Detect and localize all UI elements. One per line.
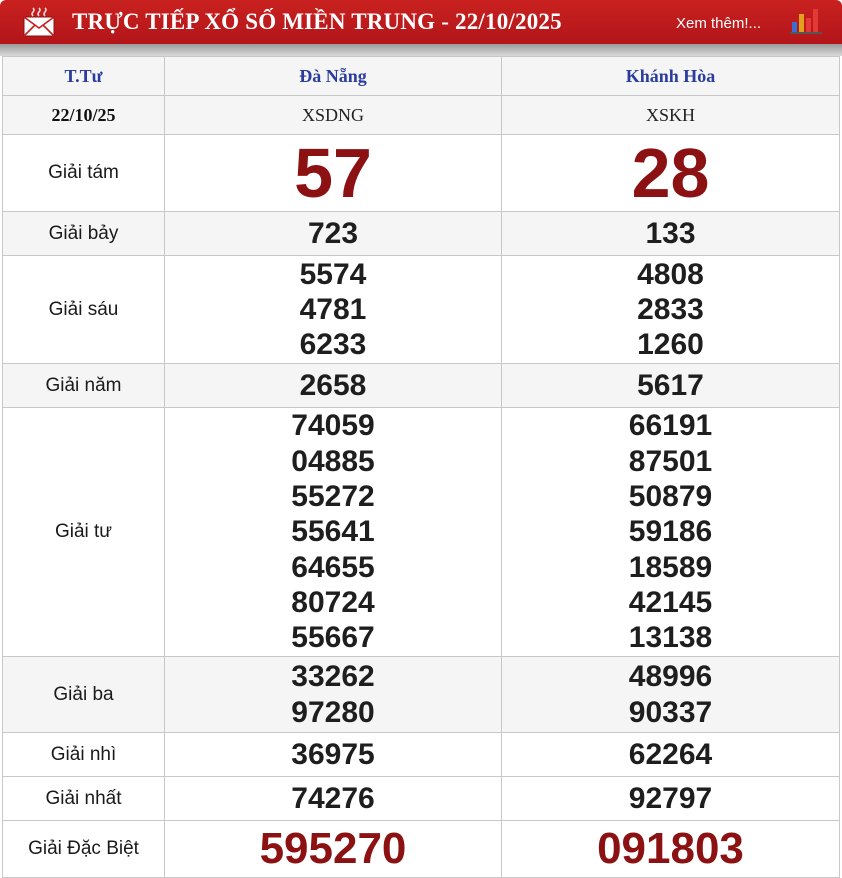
prize-number: 62264	[628, 737, 713, 771]
prize-label: Giải bảy	[3, 212, 165, 256]
prize-number: 4781	[299, 292, 367, 326]
prize-number: 595270	[259, 824, 407, 873]
prize-cell	[165, 212, 502, 256]
day-of-week: T.Tư	[3, 57, 165, 96]
prize-cell	[502, 408, 840, 657]
prize-number: 55667	[291, 621, 375, 655]
prize-cell	[502, 364, 840, 408]
prize-number: 133	[645, 216, 696, 250]
prize-label: Giải sáu	[3, 256, 165, 364]
header-bar	[0, 0, 842, 44]
prize-number: 36975	[291, 737, 375, 771]
prize-cell	[165, 135, 502, 212]
prize-cell	[165, 657, 502, 733]
prize-number: 97280	[291, 695, 375, 729]
prize-number: 33262	[291, 660, 375, 694]
prize-number: 50879	[628, 480, 713, 514]
prize-number: 57	[294, 134, 372, 212]
prize-number: 55272	[291, 480, 375, 514]
page-title: TRỰC TIẾP XỔ SỐ MIỀN TRUNG - 22/10/2025	[72, 9, 562, 34]
prize-number: 55641	[291, 515, 375, 549]
prize-6-row	[3, 256, 840, 364]
prize-number: 4808	[637, 257, 704, 291]
prize-cell	[502, 777, 840, 821]
prize-label: Giải năm	[3, 364, 165, 408]
header-shadow	[0, 44, 842, 56]
prize-label: Giải tám	[3, 135, 165, 212]
prize-number: 28	[631, 134, 710, 212]
prize-cell	[165, 821, 502, 878]
prize-number: 04885	[291, 444, 375, 478]
prize-number: 64655	[291, 550, 375, 584]
prize-cell	[165, 364, 502, 408]
prize-2-row	[3, 733, 840, 777]
prize-cell	[502, 821, 840, 878]
prize-cell	[165, 733, 502, 777]
draw-date: 22/10/25	[3, 96, 165, 135]
prize-label: Giải Đặc Biệt	[3, 821, 165, 878]
prize-number: 92797	[628, 781, 713, 815]
prize-number: 5574	[299, 257, 367, 291]
prize-number: 2833	[637, 292, 704, 326]
prize-number: 2658	[299, 368, 367, 402]
prize-number: 74276	[291, 781, 375, 815]
prize-label: Giải tư	[3, 408, 165, 657]
prize-number: 5617	[637, 368, 704, 402]
prize-number: 42145	[628, 585, 713, 619]
prize-number: 1260	[637, 328, 704, 362]
prize-number: 74059	[291, 409, 375, 443]
province-name[interactable]: Khánh Hòa	[502, 57, 840, 96]
prize-7-row	[3, 212, 840, 256]
bar-chart-icon[interactable]	[790, 6, 822, 34]
prize-8-row	[3, 135, 840, 212]
prize-cell	[502, 135, 840, 212]
code-row	[3, 96, 840, 135]
prize-cell	[165, 777, 502, 821]
prize-number: 6233	[299, 328, 367, 362]
province-header-row	[3, 57, 840, 96]
prize-cell	[502, 733, 840, 777]
special-prize-row	[3, 821, 840, 878]
prize-number: 723	[307, 216, 359, 250]
prize-number: 80724	[291, 585, 375, 619]
prize-label: Giải ba	[3, 657, 165, 733]
province-name[interactable]: Đà Nẵng	[165, 57, 502, 96]
prize-cell	[502, 212, 840, 256]
prize-label: Giải nhì	[3, 733, 165, 777]
prize-number: 59186	[628, 515, 713, 549]
prize-cell	[165, 408, 502, 657]
prize-cell	[502, 256, 840, 364]
prize-number: 90337	[628, 695, 713, 729]
prize-4-row	[3, 408, 840, 657]
mail-icon	[22, 6, 56, 38]
prize-3-row	[3, 657, 840, 733]
prize-number: 13138	[628, 621, 713, 655]
prize-label: Giải nhất	[3, 777, 165, 821]
prize-number: 18589	[628, 550, 713, 584]
prize-number: 66191	[628, 409, 713, 443]
lottery-code: XSKH	[502, 96, 840, 135]
prize-number: 48996	[628, 660, 713, 694]
prize-cell	[165, 256, 502, 364]
prize-number: 091803	[597, 824, 744, 873]
prize-1-row	[3, 777, 840, 821]
prize-cell	[502, 657, 840, 733]
prize-number: 87501	[628, 444, 713, 478]
results-table	[2, 56, 840, 878]
see-more-link[interactable]: Xem thêm!...	[676, 15, 762, 32]
lottery-code: XSDNG	[165, 96, 502, 135]
prize-5-row	[3, 364, 840, 408]
